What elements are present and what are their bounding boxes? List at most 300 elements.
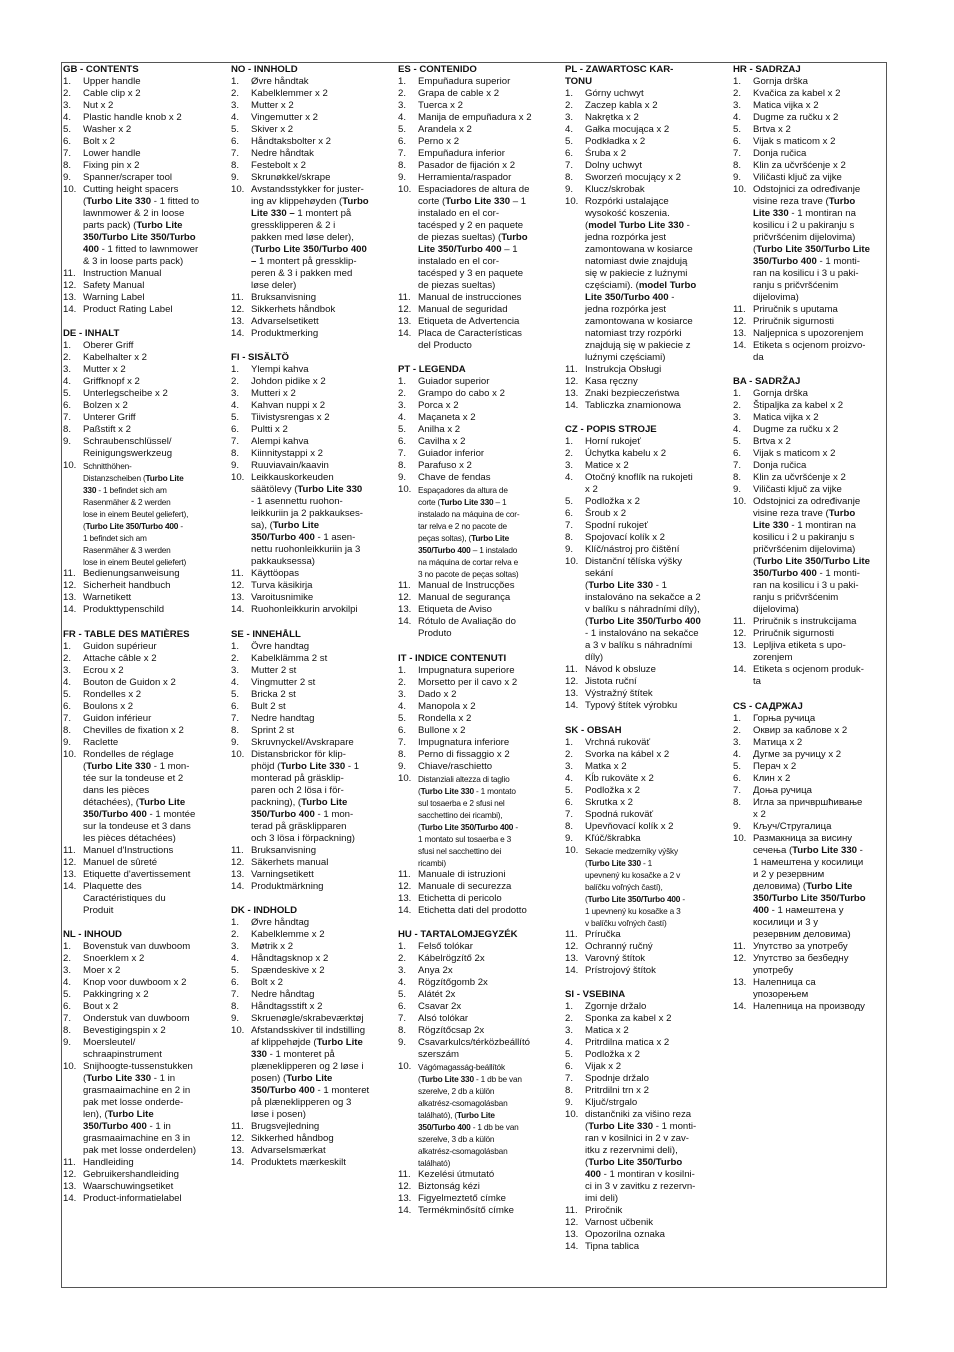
list-item bbox=[398, 592, 565, 604]
item-text: Opozorilna oznaka bbox=[585, 1228, 665, 1240]
item-number: 6. bbox=[733, 448, 742, 460]
list-item bbox=[398, 689, 565, 701]
item-number: 6. bbox=[63, 700, 72, 712]
item-text: Boulons x 2 bbox=[83, 700, 134, 712]
list-item bbox=[398, 881, 565, 893]
list-item bbox=[733, 124, 885, 136]
item-number: 10. bbox=[63, 184, 77, 195]
item-number: 7. bbox=[398, 148, 407, 159]
item-number: 4. bbox=[398, 112, 407, 123]
item-text: Etichetta dati del prodotto bbox=[418, 904, 527, 916]
item-text: Brtva x 2 bbox=[753, 436, 791, 448]
item-number: 3. bbox=[565, 112, 574, 123]
list-item bbox=[733, 424, 885, 436]
item-number: 6. bbox=[733, 772, 742, 784]
item-number: 9. bbox=[63, 172, 72, 183]
list-item bbox=[565, 1097, 733, 1109]
list-item bbox=[398, 400, 565, 412]
item-number: 12. bbox=[565, 376, 579, 387]
item-number: 10. bbox=[565, 844, 579, 856]
item-number: 8. bbox=[733, 472, 742, 484]
item-text: Produkttypenschild bbox=[83, 604, 165, 616]
list-item bbox=[398, 1205, 565, 1217]
item-text: Jistota ruční bbox=[585, 676, 637, 688]
item-text: Дугме за ручицу x 2 bbox=[753, 748, 842, 760]
item-text: Leikkauskorkeuden säätölevy (Turbo Lite 330 - 1 asennettu ruohon- leikkuriin ja 2 pakkaukses- sa), (Turbo Lite 350/Turbo 400 - 1 asen- nettu ruohonleikkuriin ja 3 pakkauksessa) bbox=[251, 472, 363, 568]
item-number: 12. bbox=[733, 952, 747, 964]
item-text: Mutter x 2 bbox=[83, 364, 126, 376]
item-text: Naljepnica s upozorenjem bbox=[753, 328, 864, 339]
item-text: Lower handle bbox=[83, 148, 141, 159]
item-text: Brtva x 2 bbox=[753, 124, 791, 135]
item-number: 12. bbox=[398, 880, 412, 892]
list-item bbox=[63, 460, 231, 568]
item-number: 14. bbox=[565, 964, 579, 976]
item-text: Bolt x 2 bbox=[251, 976, 283, 988]
item-number: 8. bbox=[565, 1084, 574, 1096]
list-item bbox=[565, 508, 733, 520]
list-item bbox=[231, 172, 398, 184]
list-item bbox=[565, 532, 733, 544]
list-item bbox=[231, 917, 398, 929]
item-text: Säkerhets manual bbox=[251, 856, 329, 868]
list-item bbox=[733, 821, 885, 833]
list-item bbox=[63, 76, 231, 88]
item-text: Налепница на производу bbox=[753, 1000, 865, 1012]
item-text: Manuel de sûreté bbox=[83, 856, 158, 868]
list-item bbox=[398, 1013, 565, 1025]
list-item bbox=[63, 124, 231, 136]
item-text: Matice x 2 bbox=[585, 460, 629, 472]
item-number: 6. bbox=[231, 976, 240, 988]
item-number: 8. bbox=[231, 160, 240, 171]
item-text: Sekacie medzerníky výšky (Turbo Lite 330 - 1 upevnený ku kosačke a 2 v balíčku voľných častí), (Turbo Lite 350/Turbo 400 - 1 upevnený ku kosačke a 3 v balíčku voľných častí) bbox=[585, 845, 685, 928]
list-item bbox=[565, 929, 733, 941]
list-item bbox=[63, 292, 231, 304]
item-number: 4. bbox=[63, 112, 72, 123]
item-text: Priručnik s instrukcijama bbox=[753, 616, 857, 628]
item-text: Gornja drška bbox=[753, 388, 808, 400]
item-text: Perno x 2 bbox=[418, 136, 460, 147]
list-item bbox=[398, 460, 565, 472]
item-number: 1. bbox=[565, 436, 574, 448]
item-text: Vijak s maticom x 2 bbox=[753, 136, 836, 147]
list-item bbox=[733, 172, 885, 184]
item-number: 12. bbox=[565, 940, 579, 952]
column-3 bbox=[398, 64, 565, 1286]
item-number: 1. bbox=[231, 916, 240, 928]
item-number: 10. bbox=[565, 556, 579, 568]
list-item bbox=[63, 665, 231, 677]
item-number: 4. bbox=[398, 976, 407, 988]
list-item bbox=[231, 400, 398, 412]
item-text: Grampo do cabo x 2 bbox=[418, 388, 505, 400]
item-text: Bout x 2 bbox=[83, 1000, 119, 1012]
item-text: Øvre håndtag bbox=[251, 916, 310, 928]
list-item bbox=[565, 1061, 733, 1073]
list-item bbox=[398, 941, 565, 953]
item-text: Skrutka x 2 bbox=[585, 796, 633, 808]
item-number: 2. bbox=[565, 448, 574, 460]
item-number: 12. bbox=[63, 856, 77, 868]
item-text: Guidon inférieur bbox=[83, 712, 152, 724]
list-item bbox=[231, 100, 398, 112]
list-item bbox=[231, 292, 398, 304]
item-text: Kabelhalter x 2 bbox=[83, 352, 147, 364]
list-item bbox=[231, 436, 398, 448]
item-text: Onderstuk van duwboom bbox=[83, 1012, 190, 1024]
list-item bbox=[231, 472, 398, 568]
list-item bbox=[733, 160, 885, 172]
list-item bbox=[63, 1025, 231, 1037]
item-text: Alsó tolókar bbox=[418, 1012, 469, 1024]
item-number: 11. bbox=[231, 568, 244, 580]
item-text: Herramienta/raspador bbox=[418, 172, 512, 183]
item-text: Kabelklemme x 2 bbox=[251, 928, 325, 940]
list-item bbox=[398, 1193, 565, 1205]
item-text: Výstražný štítek bbox=[585, 688, 653, 700]
item-number: 11. bbox=[733, 940, 746, 952]
item-text: Zaczep kabla x 2 bbox=[585, 100, 658, 111]
item-text: Svorka na kábel x 2 bbox=[585, 748, 670, 760]
list-item bbox=[398, 304, 565, 316]
list-item bbox=[231, 1133, 398, 1145]
item-text: Product-informatielabel bbox=[83, 1192, 182, 1204]
list-item bbox=[565, 761, 733, 773]
list-item bbox=[398, 977, 565, 989]
item-text: Klucz/skrobak bbox=[585, 184, 645, 195]
list-item bbox=[231, 184, 398, 292]
item-number: 13. bbox=[398, 316, 412, 327]
section-heading: ES - CONTENIDO bbox=[398, 64, 477, 75]
section-heading: FI - SISÄLTÖ bbox=[231, 352, 289, 364]
item-text: Podkładka x 2 bbox=[585, 136, 646, 147]
list-item bbox=[63, 1157, 231, 1169]
list-item bbox=[398, 292, 565, 304]
item-text: Перач x 2 bbox=[753, 760, 797, 772]
item-number: 5. bbox=[63, 988, 72, 1000]
language-section bbox=[231, 629, 398, 893]
item-text: Dolny uchwyt bbox=[585, 160, 643, 171]
item-number: 14. bbox=[733, 1000, 747, 1012]
list-item bbox=[63, 965, 231, 977]
item-number: 9. bbox=[398, 472, 407, 484]
item-text: Oberer Griff bbox=[83, 340, 134, 352]
item-number: 14. bbox=[63, 604, 77, 616]
item-number: 1. bbox=[398, 376, 407, 388]
section-heading: IT - INDICE CONTENUTI bbox=[398, 652, 507, 664]
list-item bbox=[63, 160, 231, 172]
item-text: Dado x 2 bbox=[418, 688, 457, 700]
item-text: Priručnik sigurnosti bbox=[753, 316, 835, 327]
list-item bbox=[733, 316, 885, 328]
item-text: Zgornje držalo bbox=[585, 1000, 647, 1012]
item-text: Schnitthöhen- Distanzscheiben (Turbo Lite 330 - 1 befindet sich am Rasenmäher & 2 werden lose in einem Beutel geliefert), (Turbo Lite 350/Turbo 400 - 1 befindet sich am Rasenmäher & 3 werden lose in einem Beutel geliefert) bbox=[83, 461, 189, 568]
item-number: 9. bbox=[565, 832, 574, 844]
item-number: 8. bbox=[733, 160, 742, 171]
list-item bbox=[231, 136, 398, 148]
list-item bbox=[565, 785, 733, 797]
list-item bbox=[565, 400, 733, 412]
item-text: Bolt x 2 bbox=[83, 136, 115, 147]
item-text: Manuale di istruzioni bbox=[418, 868, 506, 880]
item-number: 10. bbox=[63, 748, 77, 760]
list-item bbox=[231, 1145, 398, 1157]
item-number: 1. bbox=[733, 76, 742, 87]
list-item bbox=[733, 448, 885, 460]
item-number: 8. bbox=[231, 724, 240, 736]
item-text: Anya 2x bbox=[418, 964, 453, 976]
list-item bbox=[565, 688, 733, 700]
section-heading: NO - INNHOLD bbox=[231, 64, 298, 75]
list-item bbox=[398, 136, 565, 148]
list-item bbox=[398, 749, 565, 761]
item-text: Instrukcja Obsługi bbox=[585, 364, 662, 375]
list-item bbox=[231, 304, 398, 316]
list-item bbox=[63, 280, 231, 292]
list-item bbox=[398, 112, 565, 124]
item-text: Podložka x 2 bbox=[585, 1048, 640, 1060]
list-item bbox=[231, 653, 398, 665]
item-text: Espaçadores da altura de corte (Turbo Lite 330 – 1 instalado na máquina de cor- tar relva e 2 no pacote de peças soltas), (Turbo Lite 350/Turbo 400 – 1 instalado na máquina de cortar relva e 3 no pacote de peças soltas) bbox=[418, 485, 520, 580]
item-text: Mutteri x 2 bbox=[251, 388, 296, 400]
list-item bbox=[231, 713, 398, 725]
list-item bbox=[398, 388, 565, 400]
list-item bbox=[733, 713, 885, 725]
language-section bbox=[63, 64, 231, 316]
item-number: 14. bbox=[231, 1156, 245, 1168]
item-number: 11. bbox=[398, 292, 411, 303]
item-number: 1. bbox=[733, 388, 742, 400]
list-item bbox=[63, 1013, 231, 1025]
item-text: Upevňovací kolík x 2 bbox=[585, 820, 674, 832]
item-number: 7. bbox=[565, 1072, 574, 1084]
item-text: Distansbrickor för klip- phöjd (Turbo Lite 330 - 1 monterad på gräsklip- paren och 2 lösa i för- packning), (Turbo Lite 350/Turbo 400 - 1 mon- terad på gräsklipparen och 3 lösa i förpackning) bbox=[251, 748, 360, 844]
list-item bbox=[231, 749, 398, 845]
item-text: Bouton de Guidon x 2 bbox=[83, 676, 176, 688]
item-text: Instruction Manual bbox=[83, 268, 162, 279]
list-item bbox=[231, 76, 398, 88]
item-number: 14. bbox=[733, 664, 747, 676]
item-number: 9. bbox=[231, 172, 240, 183]
item-number: 9. bbox=[398, 172, 407, 183]
list-item bbox=[63, 352, 231, 364]
item-number: 10. bbox=[733, 496, 747, 508]
item-number: 6. bbox=[565, 796, 574, 808]
item-number: 8. bbox=[231, 448, 240, 460]
section-heading: HU - TARTALOMJEGYZÉK bbox=[398, 928, 518, 940]
item-text: Schraubenschlüssel/ Reinigungswerkzeug bbox=[83, 436, 173, 460]
item-number: 12. bbox=[231, 1132, 245, 1144]
list-item bbox=[231, 160, 398, 172]
item-number: 10. bbox=[231, 748, 245, 760]
item-text: Avstandsstykker for juster- ing av klippehøyden (Turbo Lite 330 – 1 montert på gressklipperen & 2 i pakken med løse deler), (Turbo Lite 350/Turbo 400 – 1 montert på gressklip- peren & 3 i pakken med løse deler) bbox=[251, 184, 369, 291]
list-item bbox=[565, 148, 733, 160]
item-text: Gałka mocująca x 2 bbox=[585, 124, 670, 135]
item-number: 14. bbox=[63, 304, 77, 315]
list-item bbox=[565, 112, 733, 124]
item-number: 3. bbox=[565, 760, 574, 772]
item-number: 7. bbox=[63, 148, 72, 159]
list-item bbox=[231, 388, 398, 400]
item-text: Bevestigingspin x 2 bbox=[83, 1024, 166, 1036]
list-item bbox=[231, 460, 398, 472]
item-number: 11. bbox=[733, 304, 746, 315]
item-number: 14. bbox=[565, 400, 579, 411]
item-number: 3. bbox=[231, 664, 240, 676]
item-number: 13. bbox=[63, 868, 77, 880]
list-item bbox=[565, 1001, 733, 1013]
item-text: Brugsvejledning bbox=[251, 1120, 320, 1132]
item-text: Cavilha x 2 bbox=[418, 436, 466, 448]
list-item bbox=[398, 773, 565, 869]
language-section bbox=[733, 376, 885, 688]
item-number: 13. bbox=[565, 952, 579, 964]
item-number: 1. bbox=[231, 364, 240, 376]
list-item bbox=[398, 424, 565, 436]
list-item bbox=[231, 641, 398, 653]
list-item bbox=[565, 460, 733, 472]
list-item bbox=[231, 953, 398, 965]
item-number: 5. bbox=[63, 388, 72, 400]
item-text: Warnetikett bbox=[83, 592, 132, 604]
item-number: 3. bbox=[398, 100, 407, 111]
list-item bbox=[63, 641, 231, 653]
item-text: Kasa ręczny bbox=[585, 376, 638, 387]
list-item bbox=[733, 761, 885, 773]
list-item bbox=[398, 472, 565, 484]
item-text: Vingmutter 2 st bbox=[251, 676, 316, 688]
item-text: Snoerklem x 2 bbox=[83, 952, 145, 964]
item-number: 1. bbox=[565, 736, 574, 748]
item-number: 13. bbox=[565, 388, 579, 399]
list-item bbox=[231, 869, 398, 881]
item-number: 14. bbox=[398, 1204, 412, 1216]
item-number: 13. bbox=[63, 592, 77, 604]
item-text: Кључ/Стругалица bbox=[753, 820, 832, 832]
list-item bbox=[398, 1169, 565, 1181]
item-number: 6. bbox=[733, 136, 742, 147]
item-text: Klíč/nástroj pro čištění bbox=[585, 544, 680, 556]
item-text: Mutter x 2 bbox=[251, 100, 294, 111]
item-text: Håndtaksbolter x 2 bbox=[251, 136, 331, 147]
item-number: 11. bbox=[398, 1168, 411, 1180]
item-text: Produktmärkning bbox=[251, 880, 324, 892]
item-text: Varnost učbenik bbox=[585, 1216, 654, 1228]
item-text: Safety Manual bbox=[83, 280, 145, 291]
list-item bbox=[398, 436, 565, 448]
item-number: 14. bbox=[733, 340, 747, 351]
list-item bbox=[231, 941, 398, 953]
item-number: 8. bbox=[398, 160, 407, 171]
list-item bbox=[565, 184, 733, 196]
item-number: 12. bbox=[63, 580, 77, 592]
list-item bbox=[231, 881, 398, 893]
list-item bbox=[733, 340, 885, 364]
item-number: 13. bbox=[565, 688, 579, 700]
item-number: 6. bbox=[231, 136, 240, 147]
item-number: 11. bbox=[231, 292, 244, 303]
item-text: Sprint 2 st bbox=[251, 724, 295, 736]
item-text: Viličasti ključ za vijke bbox=[753, 484, 842, 496]
item-text: Csavarkulcs/térközbeállító szerszám bbox=[418, 1036, 530, 1060]
item-text: Priročnik bbox=[585, 1204, 623, 1216]
list-item bbox=[231, 677, 398, 689]
item-number: 14. bbox=[565, 1240, 579, 1252]
item-text: Porca x 2 bbox=[418, 400, 459, 412]
item-text: Horní rukojeť bbox=[585, 436, 641, 448]
list-item bbox=[398, 88, 565, 100]
list-item bbox=[231, 725, 398, 737]
list-item bbox=[398, 989, 565, 1001]
item-number: 5. bbox=[565, 1048, 574, 1060]
item-text: Kabelklemmer x 2 bbox=[251, 88, 328, 99]
list-item bbox=[231, 1157, 398, 1169]
item-number: 6. bbox=[63, 136, 72, 147]
item-text: Bruksanvisning bbox=[251, 844, 317, 856]
item-text: Donja ručica bbox=[753, 460, 807, 472]
item-number: 5. bbox=[231, 964, 240, 976]
item-text: Mutter 2 st bbox=[251, 664, 297, 676]
list-item bbox=[63, 412, 231, 424]
list-item bbox=[565, 773, 733, 785]
item-number: 13. bbox=[398, 1192, 412, 1204]
item-number: 8. bbox=[63, 1024, 72, 1036]
item-number: 10. bbox=[398, 1060, 412, 1072]
list-item bbox=[231, 124, 398, 136]
list-item bbox=[63, 184, 231, 268]
item-text: Kabelklämma 2 st bbox=[251, 652, 328, 664]
item-text: Fixing pin x 2 bbox=[83, 160, 140, 171]
item-text: Sponka za kabel x 2 bbox=[585, 1012, 672, 1024]
item-number: 7. bbox=[231, 712, 240, 724]
item-number: 2. bbox=[565, 1012, 574, 1024]
item-number: 5. bbox=[565, 784, 574, 796]
language-section bbox=[231, 352, 398, 616]
list-item bbox=[231, 845, 398, 857]
list-item bbox=[565, 1085, 733, 1097]
item-text: Arandela x 2 bbox=[418, 124, 472, 135]
list-item bbox=[231, 448, 398, 460]
list-item bbox=[231, 88, 398, 100]
item-number: 4. bbox=[231, 400, 240, 412]
item-number: 4. bbox=[231, 676, 240, 688]
item-text: Kĺb rukoväte x 2 bbox=[585, 772, 654, 784]
item-text: Rondelles de réglage (Turbo Lite 330 - 1 mon- tée sur la tondeuse et 2 dans les pièces détachées), (Turbo Lite 350/Turbo 400 - 1 montée sur la tondeuse et 3 dans les pièces détachées) bbox=[83, 748, 196, 844]
item-number: 7. bbox=[565, 520, 574, 532]
item-text: Waarschuwingsetiket bbox=[83, 1180, 174, 1192]
item-text: Горња ручица bbox=[753, 712, 816, 724]
item-text: Spanner/scraper tool bbox=[83, 172, 173, 183]
item-text: Vágómagasság-beállítók (Turbo Lite 330 - 1 db be van szerelve, 2 db a külön alkatrész-csomagolásban található), (Turbo Lite 350/Turbo 400 - 1 db be van szerelve, 3 db a külön alkatrész-csomagolásban található) bbox=[418, 1061, 522, 1168]
item-number: 6. bbox=[398, 724, 407, 736]
item-number: 14. bbox=[398, 328, 412, 339]
list-item bbox=[398, 1181, 565, 1193]
list-item bbox=[733, 328, 885, 340]
item-number: 2. bbox=[398, 952, 407, 964]
item-text: Cable clip x 2 bbox=[83, 88, 141, 99]
list-item bbox=[733, 472, 885, 484]
item-number: 9. bbox=[398, 1036, 407, 1048]
item-number: 4. bbox=[63, 976, 72, 988]
item-number: 10. bbox=[398, 184, 412, 195]
list-item bbox=[398, 160, 565, 172]
list-item bbox=[565, 388, 733, 400]
item-number: 13. bbox=[63, 1180, 77, 1192]
list-item bbox=[398, 1025, 565, 1037]
item-number: 13. bbox=[231, 592, 245, 604]
item-text: Odstojnici za određivanje visine reza trave (Turbo Lite 330 - 1 montiran na kosilicu i 2 u pakiranju s pričvršćenim dijelovima) (Turbo Lite 350/Turbo Lite 350/Turbo 400 - 1 monti- ran na kosilicu i 3 u paki- ranju s pričvršćenim dijelovima) bbox=[753, 184, 870, 303]
